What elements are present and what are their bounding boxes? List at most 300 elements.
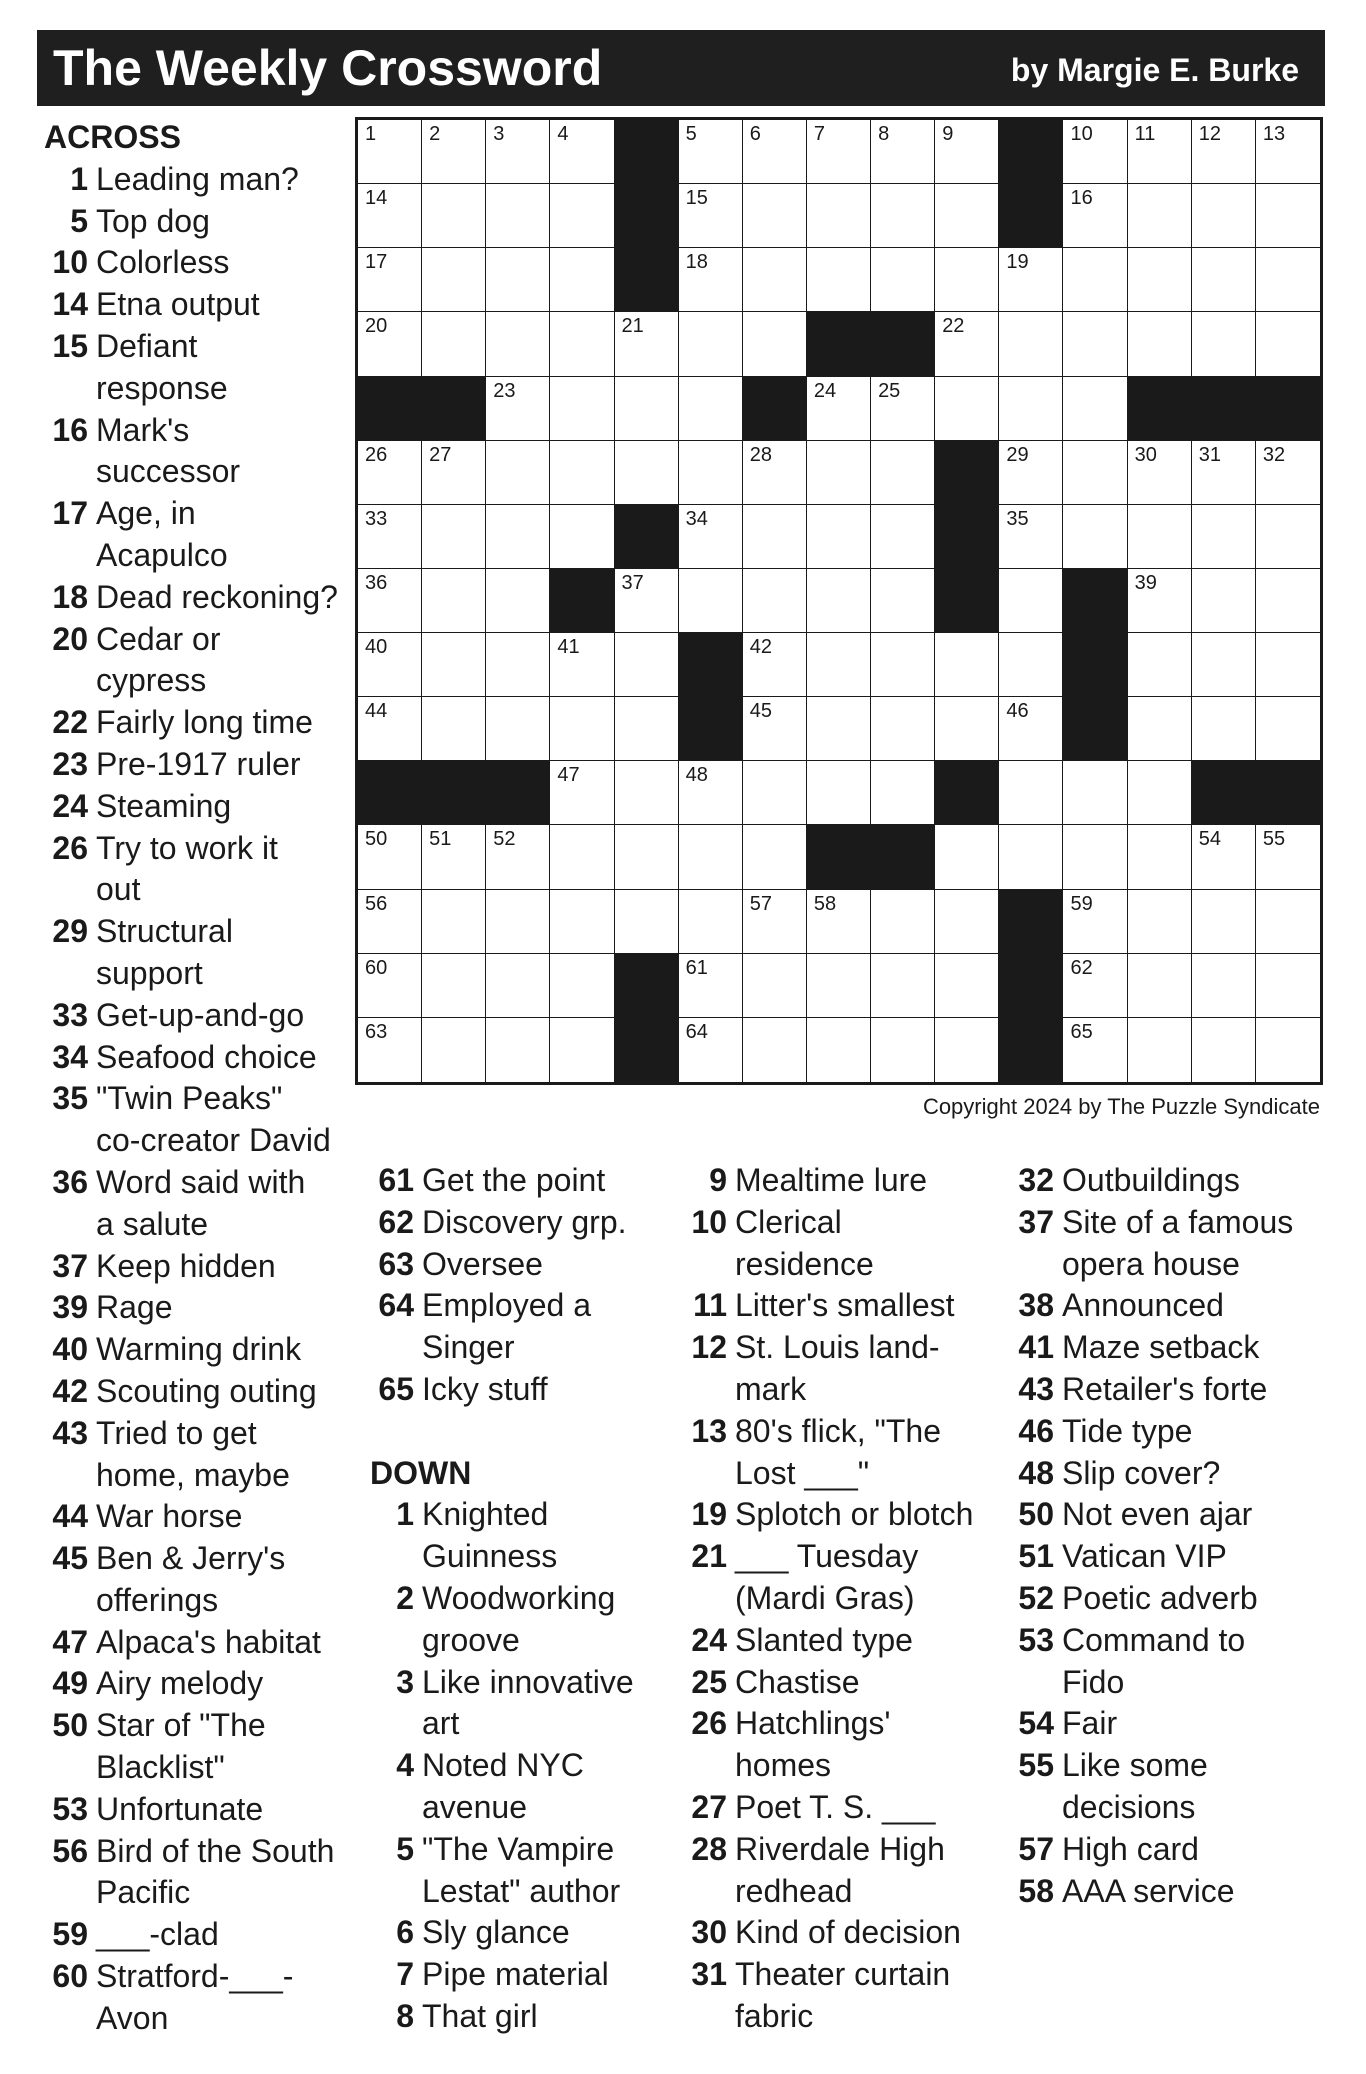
grid-cell[interactable] (807, 248, 871, 312)
grid-cell[interactable] (550, 954, 614, 1018)
grid-cell[interactable] (1128, 1018, 1192, 1082)
grid-cell[interactable] (935, 377, 999, 441)
grid-cell[interactable] (743, 1018, 807, 1082)
grid-cell[interactable] (679, 954, 743, 1018)
grid-cell[interactable] (871, 441, 935, 505)
grid-cell[interactable] (807, 441, 871, 505)
grid-cell[interactable] (1192, 954, 1256, 1018)
clue-item-number: 64 (378, 1287, 414, 1324)
grid-cell[interactable] (1192, 569, 1256, 633)
grid-cell[interactable] (1063, 184, 1127, 248)
grid-cell[interactable] (486, 890, 550, 954)
clue-item-number: 27 (691, 1788, 727, 1825)
grid-cell[interactable] (358, 825, 422, 889)
grid-cell[interactable] (743, 505, 807, 569)
clue-item-text (96, 1663, 344, 1705)
clue-item (44, 1037, 344, 1079)
grid-cell[interactable] (871, 377, 935, 441)
grid-cell[interactable] (743, 697, 807, 761)
clue-line: Tide type (1062, 1412, 1193, 1449)
grid-cell[interactable] (1063, 120, 1127, 184)
black-square (679, 697, 743, 761)
grid-cell[interactable] (422, 248, 486, 312)
grid-cell[interactable] (807, 377, 871, 441)
clue-line: successor (96, 453, 241, 490)
clue-item-text (1062, 1202, 1330, 1286)
clue-item-text (1062, 1327, 1330, 1369)
grid-cell[interactable] (871, 505, 935, 569)
grid-cell[interactable] (743, 890, 807, 954)
grid-cell[interactable] (679, 825, 743, 889)
grid-cell[interactable] (615, 633, 679, 697)
grid-cell[interactable] (1063, 377, 1127, 441)
grid-cell[interactable] (486, 184, 550, 248)
grid-cell[interactable] (1256, 825, 1320, 889)
grid-cell[interactable] (358, 954, 422, 1018)
grid-cell[interactable] (422, 312, 486, 376)
clue-line: Fairly long time (96, 704, 313, 741)
clue-item (44, 744, 344, 786)
clue-item (44, 1831, 344, 1915)
clue-line: Try to work it (96, 829, 278, 866)
grid-cell[interactable] (871, 697, 935, 761)
grid-cell[interactable] (615, 697, 679, 761)
grid-cell[interactable] (871, 761, 935, 825)
grid-cell[interactable] (1063, 505, 1127, 569)
section-heading: DOWN (370, 1454, 472, 1491)
grid-cell[interactable] (1128, 633, 1192, 697)
grid-cell[interactable] (1128, 120, 1192, 184)
grid-cell[interactable] (615, 761, 679, 825)
grid-cell[interactable] (935, 825, 999, 889)
grid-cell[interactable] (358, 248, 422, 312)
grid-cell[interactable] (743, 248, 807, 312)
grid-cell[interactable] (422, 505, 486, 569)
grid-cell[interactable] (935, 954, 999, 1018)
grid-cell[interactable] (743, 633, 807, 697)
grid-cell[interactable] (935, 248, 999, 312)
grid-cell[interactable] (422, 569, 486, 633)
grid-cell[interactable] (486, 569, 550, 633)
clue-item-text (422, 1912, 670, 1954)
clue-line: Etna output (96, 286, 260, 323)
clue-item-number: 13 (691, 1412, 727, 1449)
clue-line: cypress (96, 662, 207, 699)
grid-cell[interactable] (999, 569, 1063, 633)
grid-cell[interactable] (1256, 1018, 1320, 1082)
clue-item-number: 45 (52, 1540, 88, 1577)
grid-cell[interactable] (1256, 697, 1320, 761)
grid-cell[interactable] (422, 633, 486, 697)
grid-cell[interactable] (1128, 569, 1192, 633)
grid-cell[interactable] (486, 377, 550, 441)
grid-cell[interactable] (935, 120, 999, 184)
grid-cell[interactable] (615, 890, 679, 954)
grid-cell[interactable] (358, 890, 422, 954)
clue-item-number: 25 (691, 1663, 727, 1700)
grid-cell[interactable] (550, 120, 614, 184)
clue-line: Knighted (422, 1496, 549, 1533)
grid-cell[interactable] (486, 1018, 550, 1082)
clue-item-text (96, 1413, 344, 1497)
grid-cell[interactable] (1256, 505, 1320, 569)
grid-cell[interactable] (358, 633, 422, 697)
grid-cell[interactable] (1128, 890, 1192, 954)
clue-number: 17 (365, 251, 388, 274)
grid-cell[interactable] (743, 954, 807, 1018)
grid-cell[interactable] (871, 248, 935, 312)
clue-line: co-creator David (96, 1122, 331, 1159)
grid-cell[interactable] (1256, 633, 1320, 697)
clue-number: 3 (493, 123, 505, 145)
grid-cell[interactable] (871, 569, 935, 633)
grid-cell[interactable] (871, 890, 935, 954)
clue-item (1010, 1285, 1330, 1327)
clue-item-number: 12 (691, 1329, 727, 1366)
clue-line: Not even ajar (1062, 1496, 1253, 1533)
grid-cell[interactable] (422, 825, 486, 889)
clue-number: 28 (749, 443, 773, 466)
grid-cell[interactable] (1063, 441, 1127, 505)
grid-cell[interactable] (807, 890, 871, 954)
grid-cell[interactable] (615, 441, 679, 505)
clue-number: 31 (1198, 443, 1221, 466)
grid-cell[interactable] (486, 697, 550, 761)
grid-cell[interactable] (1192, 248, 1256, 312)
grid-cell[interactable] (486, 633, 550, 697)
grid-cell[interactable] (550, 184, 614, 248)
clue-item (683, 1494, 1003, 1536)
grid-cell[interactable] (486, 312, 550, 376)
grid-cell[interactable] (743, 761, 807, 825)
clue-number: 47 (557, 764, 580, 787)
grid-cell[interactable] (550, 633, 614, 697)
grid-cell[interactable] (1192, 633, 1256, 697)
clue-item-number: 44 (52, 1498, 88, 1535)
grid-cell[interactable] (1128, 441, 1192, 505)
grid-cell[interactable] (615, 312, 679, 376)
clue-item (1010, 1411, 1330, 1453)
grid-cell[interactable] (550, 1018, 614, 1082)
black-square (807, 312, 871, 376)
grid-cell[interactable] (1063, 825, 1127, 889)
grid-cell[interactable] (935, 697, 999, 761)
grid-cell[interactable] (807, 697, 871, 761)
grid-cell[interactable] (999, 761, 1063, 825)
grid-cell[interactable] (679, 505, 743, 569)
clue-number: 55 (1262, 828, 1286, 851)
grid-cell[interactable] (871, 184, 935, 248)
grid-cell[interactable] (807, 633, 871, 697)
grid-cell[interactable] (999, 312, 1063, 376)
clue-item-number: 54 (1018, 1705, 1054, 1742)
grid-cell[interactable] (550, 825, 614, 889)
clue-item (44, 284, 344, 326)
clue-item-number: 26 (691, 1705, 727, 1742)
grid-cell[interactable] (422, 441, 486, 505)
grid-cell[interactable] (1063, 890, 1127, 954)
black-square (999, 954, 1063, 1018)
clue-item (44, 1496, 344, 1538)
grid-cell[interactable] (999, 377, 1063, 441)
grid-cell[interactable] (743, 120, 807, 184)
clue-line: War horse (96, 1498, 243, 1535)
clue-item (370, 1160, 670, 1202)
grid-cell[interactable] (486, 505, 550, 569)
grid-cell[interactable] (550, 312, 614, 376)
grid-cell[interactable] (999, 825, 1063, 889)
grid-cell[interactable] (1192, 441, 1256, 505)
grid-cell[interactable] (1128, 761, 1192, 825)
grid-cell[interactable] (1192, 505, 1256, 569)
grid-cell[interactable] (871, 954, 935, 1018)
clue-item-number: 65 (378, 1370, 414, 1407)
grid-cell[interactable] (422, 120, 486, 184)
clue-item (1010, 1871, 1330, 1913)
clue-line: redhead (735, 1872, 853, 1909)
clue-item-text (96, 1496, 344, 1538)
grid-cell[interactable] (807, 1018, 871, 1082)
clue-item-number: 51 (1018, 1538, 1054, 1575)
clue-line: Clerical (735, 1203, 842, 1240)
grid-cell[interactable] (743, 441, 807, 505)
grid-cell[interactable] (871, 1018, 935, 1082)
grid-cell[interactable] (679, 377, 743, 441)
grid-cell[interactable] (1128, 248, 1192, 312)
grid-cell[interactable] (1256, 248, 1320, 312)
grid-cell[interactable] (1063, 954, 1127, 1018)
grid-cell[interactable] (679, 248, 743, 312)
grid-cell[interactable] (1128, 825, 1192, 889)
grid-cell[interactable] (679, 312, 743, 376)
grid-cell[interactable] (1256, 120, 1320, 184)
grid-cell[interactable] (550, 377, 614, 441)
clue-line: Avon (96, 1999, 169, 2036)
grid-cell[interactable] (1192, 1018, 1256, 1082)
grid-cell[interactable] (422, 1018, 486, 1082)
grid-cell[interactable] (550, 890, 614, 954)
clue-item-text (96, 1329, 344, 1371)
grid-cell[interactable] (486, 954, 550, 1018)
clue-item-text (422, 1244, 670, 1286)
clue-line: Leading man? (96, 160, 299, 197)
clue-item (370, 1369, 670, 1411)
clue-line: homes (735, 1747, 832, 1784)
clue-item-text (735, 1160, 1003, 1202)
grid-cell[interactable] (358, 697, 422, 761)
grid-cell[interactable] (1192, 120, 1256, 184)
clue-line: Cedar or (96, 620, 221, 657)
grid-cell[interactable] (807, 761, 871, 825)
clue-item (370, 1745, 670, 1829)
grid-cell[interactable] (550, 761, 614, 825)
clue-line: High card (1062, 1830, 1199, 1867)
grid-cell[interactable] (807, 505, 871, 569)
black-square (615, 248, 679, 312)
grid-cell[interactable] (999, 633, 1063, 697)
grid-cell[interactable] (1256, 441, 1320, 505)
clue-line: Alpaca's habitat (96, 1623, 321, 1660)
grid-cell[interactable] (935, 1018, 999, 1082)
grid-cell[interactable] (743, 825, 807, 889)
grid-cell[interactable] (679, 120, 743, 184)
grid-cell[interactable] (1063, 312, 1127, 376)
grid-cell[interactable] (807, 184, 871, 248)
grid-cell[interactable] (550, 697, 614, 761)
clue-item-number: 58 (1018, 1872, 1054, 1909)
grid-cell[interactable] (1063, 248, 1127, 312)
grid-cell[interactable] (807, 120, 871, 184)
clue-item-number: 30 (691, 1914, 727, 1951)
clue-number: 20 (365, 315, 388, 338)
grid-cell[interactable] (422, 954, 486, 1018)
clue-line: Colorless (96, 244, 230, 281)
grid-cell[interactable] (358, 184, 422, 248)
crossword-grid (355, 117, 1323, 1085)
clue-number: 1 (365, 123, 377, 145)
clue-line: (Mardi Gras) (735, 1579, 915, 1616)
clue-number: 41 (557, 636, 580, 659)
grid-cell[interactable] (358, 1018, 422, 1082)
black-square (358, 761, 422, 825)
clue-item-text (1062, 1871, 1330, 1913)
grid-cell[interactable] (935, 633, 999, 697)
clue-item-number: 61 (378, 1162, 414, 1198)
grid-cell[interactable] (486, 825, 550, 889)
clue-item-text (422, 1996, 670, 2038)
clue-line: Singer (422, 1329, 515, 1366)
grid-cell[interactable] (807, 954, 871, 1018)
grid-cell[interactable] (422, 184, 486, 248)
black-square (615, 120, 679, 184)
grid-cell[interactable] (1256, 890, 1320, 954)
grid-cell[interactable] (743, 312, 807, 376)
grid-cell[interactable] (422, 890, 486, 954)
clue-item-text (96, 1162, 344, 1246)
clue-item-number: 29 (52, 913, 88, 950)
clue-item-number: 40 (52, 1331, 88, 1368)
clue-item-number: 24 (52, 787, 88, 824)
grid-cell[interactable] (1128, 505, 1192, 569)
grid-cell[interactable] (615, 825, 679, 889)
grid-cell[interactable] (743, 184, 807, 248)
clue-line: Pacific (96, 1874, 191, 1911)
clue-number: 18 (685, 251, 708, 274)
page-header (37, 30, 1325, 106)
grid-cell[interactable] (615, 377, 679, 441)
grid-cell[interactable] (871, 633, 935, 697)
clue-item-text (96, 1246, 344, 1288)
black-square (871, 312, 935, 376)
clue-number: 21 (621, 315, 644, 338)
grid-cell[interactable] (679, 1018, 743, 1082)
clue-item (370, 1244, 670, 1286)
clue-line: Command to (1062, 1621, 1246, 1658)
grid-cell[interactable] (1128, 312, 1192, 376)
grid-cell[interactable] (1192, 890, 1256, 954)
grid-cell[interactable] (935, 312, 999, 376)
grid-cell[interactable] (1192, 825, 1256, 889)
grid-cell[interactable] (1256, 569, 1320, 633)
grid-cell[interactable] (1128, 184, 1192, 248)
grid-cell[interactable] (999, 697, 1063, 761)
black-square (807, 825, 871, 889)
clue-line: Site of a famous (1062, 1203, 1294, 1240)
clue-number: 40 (365, 636, 388, 659)
clue-line: "The Vampire (422, 1830, 615, 1867)
grid-cell[interactable] (679, 569, 743, 633)
grid-cell[interactable] (999, 248, 1063, 312)
clue-number: 64 (685, 1020, 708, 1043)
grid-cell[interactable] (1192, 312, 1256, 376)
grid-cell[interactable] (358, 505, 422, 569)
grid-cell[interactable] (999, 505, 1063, 569)
grid-cell[interactable] (1256, 184, 1320, 248)
grid-cell[interactable] (679, 441, 743, 505)
grid-cell[interactable] (486, 441, 550, 505)
grid-cell[interactable] (1192, 697, 1256, 761)
clue-line: decisions (1062, 1788, 1196, 1825)
grid-cell[interactable] (615, 569, 679, 633)
grid-cell[interactable] (935, 890, 999, 954)
black-square (550, 569, 614, 633)
grid-cell[interactable] (486, 120, 550, 184)
clue-number: 30 (1134, 443, 1157, 466)
grid-cell[interactable] (1063, 1018, 1127, 1082)
clue-item (370, 1954, 670, 1996)
grid-cell[interactable] (1256, 312, 1320, 376)
grid-cell[interactable] (935, 184, 999, 248)
grid-cell[interactable] (679, 890, 743, 954)
grid-cell[interactable] (807, 569, 871, 633)
grid-cell[interactable] (550, 441, 614, 505)
grid-cell[interactable] (550, 248, 614, 312)
grid-cell[interactable] (358, 312, 422, 376)
clue-item-number: 24 (691, 1621, 727, 1658)
clue-item-number: 8 (396, 1997, 414, 2034)
grid-cell[interactable] (871, 120, 935, 184)
clue-item-number: 14 (52, 286, 88, 323)
clue-line: Icky stuff (422, 1370, 548, 1407)
grid-cell[interactable] (743, 569, 807, 633)
black-square (999, 890, 1063, 954)
grid-cell[interactable] (358, 569, 422, 633)
grid-cell[interactable] (486, 248, 550, 312)
clue-item-number: 33 (52, 996, 88, 1033)
clue-line: mark (735, 1370, 807, 1407)
clue-number: 25 (878, 379, 901, 402)
grid-cell[interactable] (1063, 761, 1127, 825)
grid-cell[interactable] (999, 441, 1063, 505)
grid-cell[interactable] (550, 505, 614, 569)
grid-cell[interactable] (1256, 954, 1320, 1018)
clue-item (44, 1246, 344, 1288)
grid-cell[interactable] (358, 441, 422, 505)
grid-cell[interactable] (1128, 697, 1192, 761)
grid-cell[interactable] (679, 761, 743, 825)
clue-number: 22 (942, 315, 965, 338)
grid-cell[interactable] (1192, 184, 1256, 248)
clue-line: Slip cover? (1062, 1454, 1221, 1491)
clue-item (1010, 1494, 1330, 1536)
grid-cell[interactable] (679, 184, 743, 248)
clue-line: Sly glance (422, 1914, 570, 1951)
grid-cell[interactable] (422, 697, 486, 761)
clue-item (683, 1620, 1003, 1662)
clue-line: Unfortunate (96, 1790, 264, 1827)
grid-cell[interactable] (358, 120, 422, 184)
grid-cell[interactable] (1128, 954, 1192, 1018)
